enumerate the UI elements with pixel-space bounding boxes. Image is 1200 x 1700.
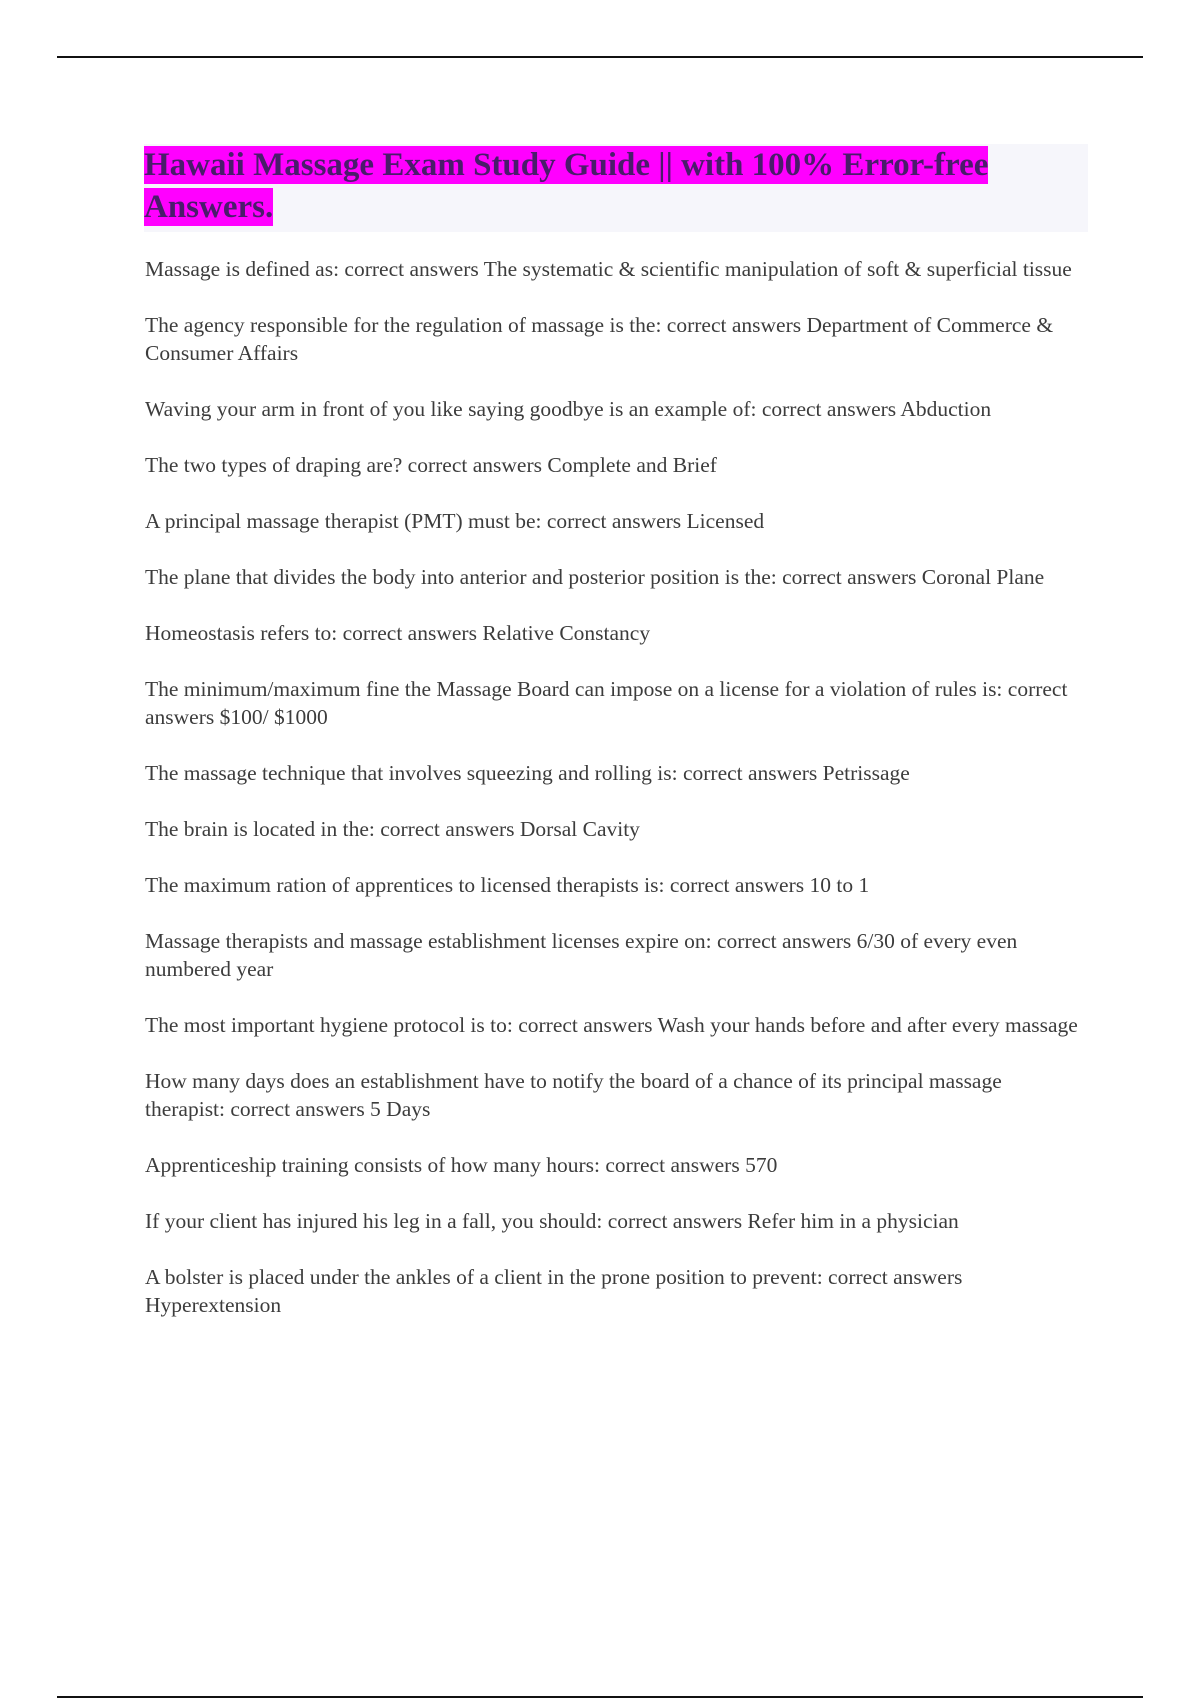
top-rule [57,56,1143,58]
qa-item: Massage is defined as: correct answers The systematic & scientific manipulation of soft & superficial tissue [145,257,1072,281]
qa-item: The agency responsible for the regulation of massage is the: correct answers Department of Commerce & Consumer Affairs [145,313,1054,365]
qa-item: The brain is located in the: correct answers Dorsal Cavity [145,817,640,841]
title-highlight: Hawaii Massage Exam Study Guide || with 100% Error-free Answers. [144,147,989,225]
qa-item: The massage technique that involves squeezing and rolling is: correct answers Petrissage [145,761,910,785]
qa-item: The maximum ration of apprentices to licensed therapists is: correct answers 10 to 1 [145,873,870,897]
title-block [144,144,1088,232]
qa-item: Homeostasis refers to: correct answers Relative Constancy [145,621,651,645]
qa-item: Waving your arm in front of you like saying goodbye is an example of: correct answers Abduction [145,397,992,421]
qa-list [145,255,1085,1347]
qa-item: If your client has injured his leg in a fall, you should: correct answers Refer him in a physician [145,1209,959,1233]
bottom-rule [57,1696,1143,1698]
qa-item: The most important hygiene protocol is to: correct answers Wash your hands before and after every massage [145,1013,1078,1037]
document-title [144,144,1088,228]
qa-item: The two types of draping are? correct answers Complete and Brief [145,453,717,477]
qa-item: The plane that divides the body into anterior and posterior position is the: correct answers Coronal Plane [145,565,1045,589]
qa-item: How many days does an establishment have to notify the board of a chance of its principal massage therapist: correct answers 5 Days [145,1069,1002,1121]
qa-item: Apprenticeship training consists of how many hours: correct answers 570 [145,1153,778,1177]
qa-item: Massage therapists and massage establishment licenses expire on: correct answers 6/30 of every even numbered year [145,929,1018,981]
qa-item: The minimum/maximum fine the Massage Board can impose on a license for a violation of rules is: correct answers $100/ $1000 [145,677,1068,729]
qa-item: A bolster is placed under the ankles of a client in the prone position to prevent: correct answers Hyperextension [145,1265,963,1317]
qa-item: A principal massage therapist (PMT) must be: correct answers Licensed [145,509,765,533]
